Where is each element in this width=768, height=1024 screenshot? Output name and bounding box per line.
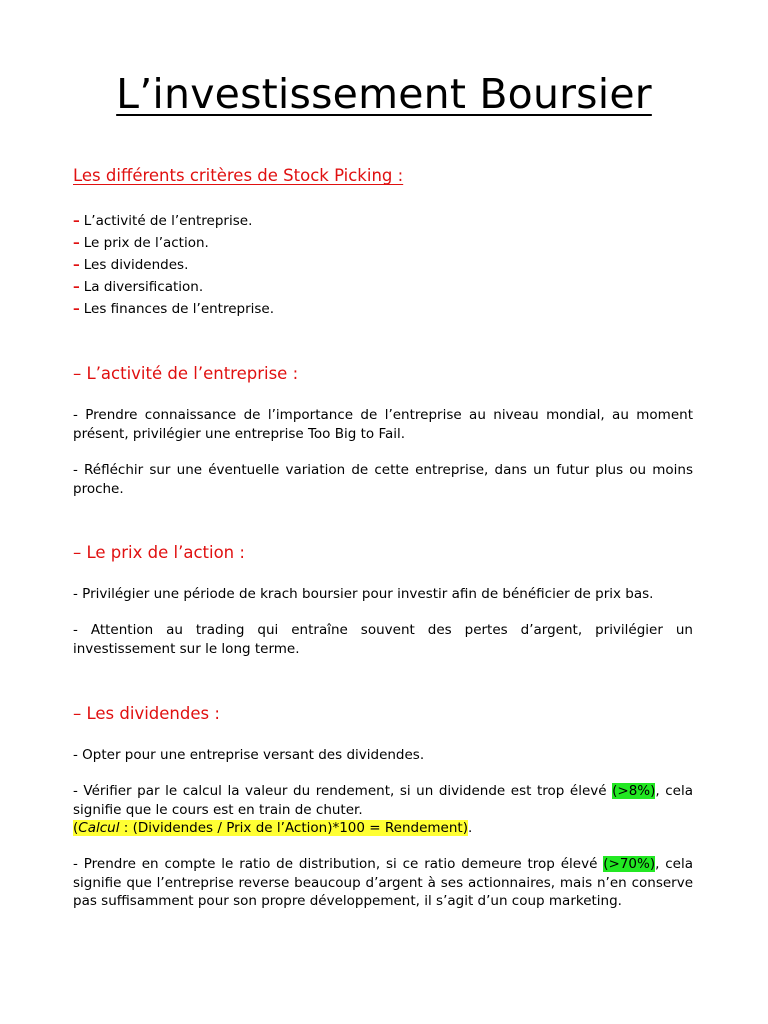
list-item (73, 210, 274, 232)
bullet-dash: – (73, 213, 80, 229)
list-item-text: L’activité de l’entreprise. (83, 213, 253, 229)
bullet-dash: – (73, 257, 80, 273)
bullet-dash: – (73, 279, 80, 295)
paragraph-text: - Prendre en compte le ratio de distribution, si ce ratio demeure trop élevé (73, 856, 604, 872)
threshold-highlight-70: (>70%) (603, 856, 656, 872)
list-item (73, 298, 274, 320)
prix-paragraph-2: - Attention au trading qui entraîne souvent des pertes d’argent, privilégier un investissement sur le long terme. (73, 622, 693, 657)
dividendes-paragraph-3 (73, 855, 693, 911)
list-item-text: Les dividendes. (83, 257, 189, 273)
activite-paragraph-2: - Réfléchir sur une éventuelle variation de cette entreprise, dans un futur plus ou moins proche. (73, 462, 693, 497)
dividendes-paragraph-2 (73, 782, 693, 838)
list-item-text: Le prix de l’action. (83, 235, 209, 251)
calc-open-paren: ( (73, 820, 79, 836)
prix-paragraph-1: - Privilégier une période de krach boursier pour investir afin de bénéficier de prix bas. (73, 586, 654, 602)
list-item (73, 232, 274, 254)
paragraph-text: - Vérifier par le calcul la valeur du rendement, si un dividende est trop élevé (73, 783, 613, 799)
calc-formula: : (Dividendes / Prix de l’Action)*100 = Rendement) (119, 820, 468, 836)
calc-end: . (467, 820, 473, 836)
bullet-dash: – (73, 301, 80, 317)
calcul-highlight (73, 820, 468, 836)
criteria-heading: Les différents critères de Stock Picking : (73, 166, 404, 185)
list-item-text: La diversification. (83, 279, 204, 295)
list-item (73, 254, 274, 276)
prix-heading: – Le prix de l’action : (73, 543, 245, 562)
dividendes-paragraph-1: - Opter pour une entreprise versant des dividendes. (73, 747, 425, 763)
paragraph-text: , cela signifie que l’entreprise reverse beaucoup d’argent à ses actionnaires, mais n’en conserve pas suffisamment pour son propre développement, il s’agit d’un coup marketing. (73, 856, 693, 909)
criteria-list (73, 210, 274, 320)
dividendes-heading: – Les dividendes : (73, 704, 220, 723)
list-item (73, 276, 274, 298)
bullet-dash: – (73, 235, 80, 251)
threshold-highlight-8: (>8%) (612, 783, 656, 799)
activite-paragraph-1: - Prendre connaissance de l’importance de l’entreprise au niveau mondial, au moment présent, privilégier une entreprise Too Big to Fail. (73, 407, 693, 442)
calc-label: Calcul (78, 820, 120, 836)
list-item-text: Les finances de l’entreprise. (83, 301, 275, 317)
paragraph-text: , cela signifie que le cours est en train de chuter. (73, 783, 693, 818)
page-title: L’investissement Boursier (116, 70, 652, 118)
activite-heading: – L’activité de l’entreprise : (73, 364, 299, 383)
